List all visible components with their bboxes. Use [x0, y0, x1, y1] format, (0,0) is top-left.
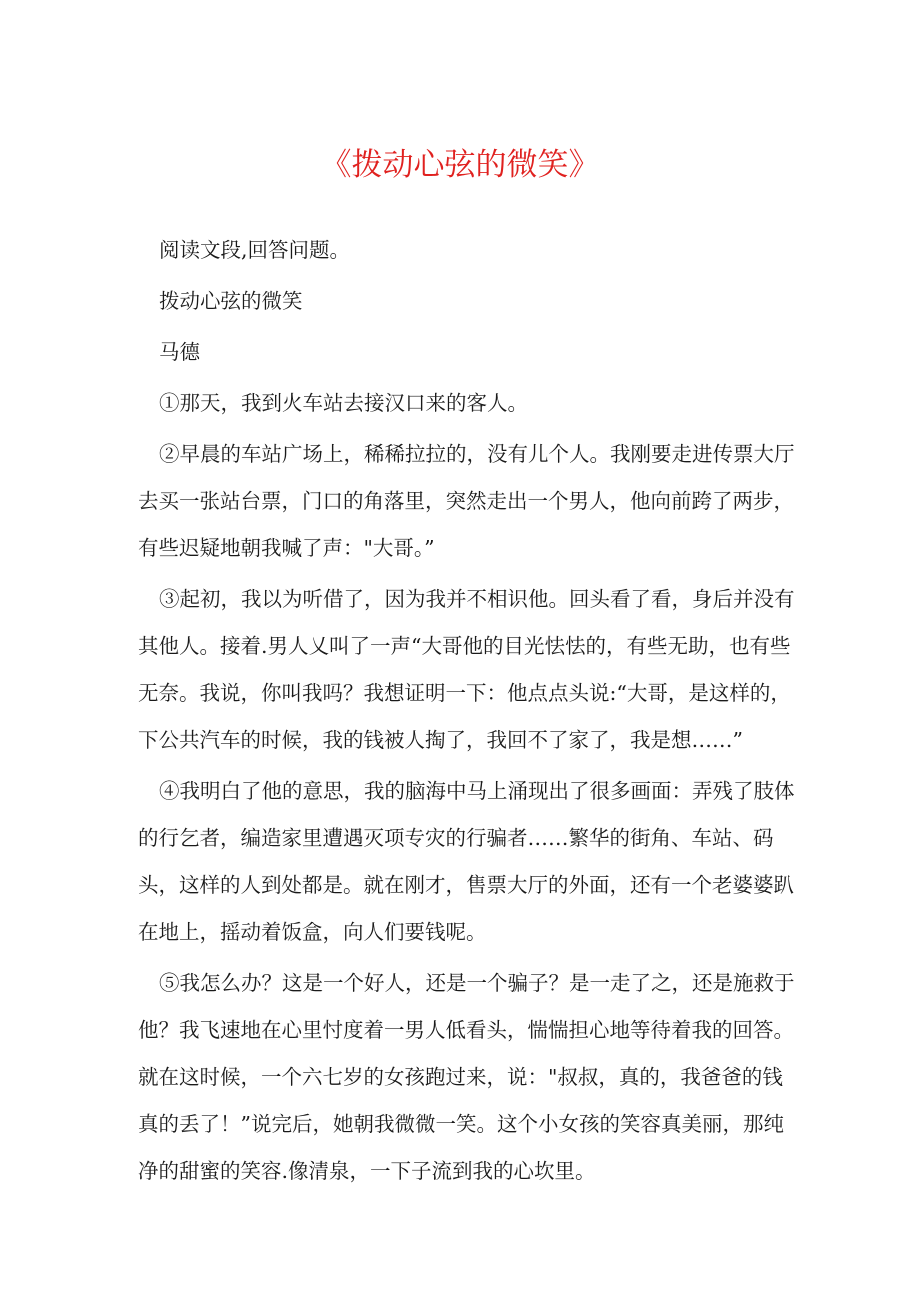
paragraph-5: ⑤我怎么办？这是一个好人，还是一个骗子？是一走了之，还是施救于他？我飞速地在心里忖度着一男人低看头，惴惴担心地等待着我的回答。就在这时候，一个六七岁的女孩跑过来，说："叔叔，真的，我爸爸的钱真的丢了！”说完后，她朝我微微一笑。这个小女孩的笑容真美丽，那纯净的甜蜜的笑容.像清泉，一下子流到我的心坎里。: [138, 971, 795, 1183]
paragraph-instruction: 阅读文段,回答问题。: [159, 238, 351, 262]
paragraph-4: ④我明白了他的意思，我的脑海中马上涌现出了很多画面：弄残了肢体的行乞者，编造家里遭遇灭项专灾的行骗者……繁华的街角、车站、码头，这样的人到处都是。就在刚才，售票大厅的外面，还有一个老婆婆趴在地上，摇动着饭盒，向人们要钱呢。: [138, 779, 795, 944]
document-title: 《拨动心弦的微笑》: [320, 147, 600, 183]
paragraph-3: ③起初，我以为听借了，因为我并不相识他。回头看了看，身后并没有其他人。接着.男人乂叫了一声“大哥他的目光怯怯的，有些无助，也有些无奈。我说，你叫我吗？我想证明一下：他点点头说:“大哥，是这样的，下公共汽车的时候，我的钱被人掏了，我回不了家了，我是想……”: [138, 587, 795, 752]
document-body: [138, 227, 798, 1195]
paragraph-article-title: 拨动心弦的微笑: [159, 289, 303, 313]
paragraph-2: ②早晨的车站广场上，稀稀拉拉的，没有儿个人。我刚要走进传票大厅去买一张站台票，门口的角落里，突然走出一个男人，他向前跨了两步，有些迟疑地朝我喊了声："大哥。”: [138, 442, 795, 560]
paragraph-1: ①那天，我到火车站去接汉口来的客人。: [159, 391, 528, 415]
paragraph-author: 马德: [159, 340, 200, 364]
